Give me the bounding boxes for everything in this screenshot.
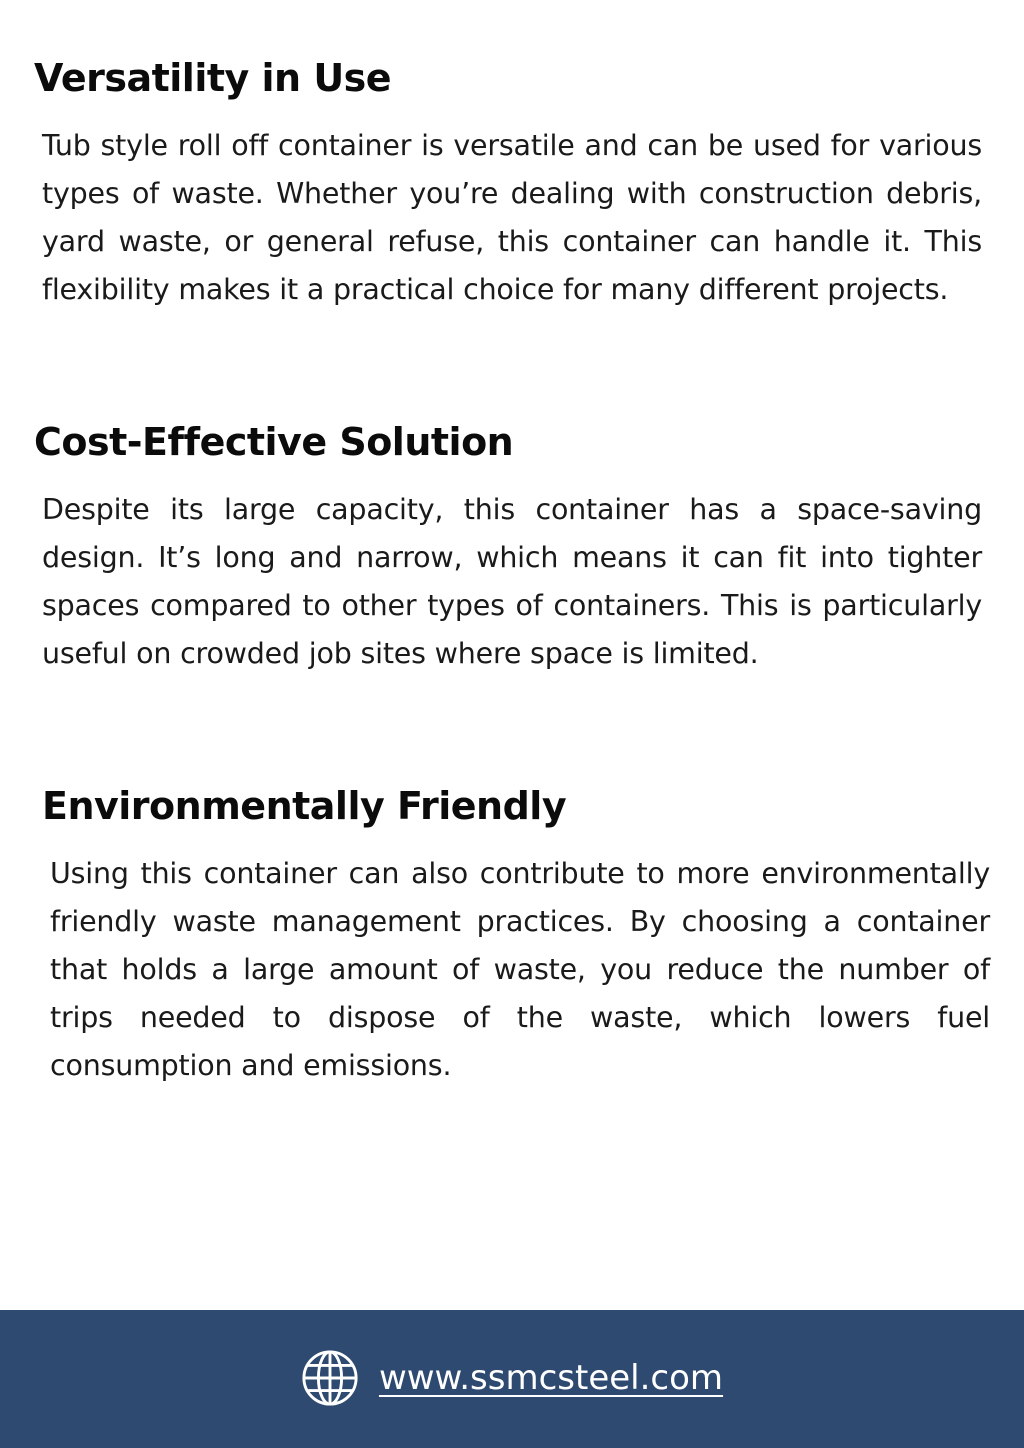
paragraph-cost-effective: Despite its large capacity, this container has a space-saving design. It’s long and narrow, which means it can fit into tighter spaces compared to other types of containers. This is particularly useful on crowded job sites where space is limited.: [42, 493, 982, 670]
heading-cost-effective: Cost-Effective Solution: [34, 420, 514, 464]
paragraph-versatility: Tub style roll off container is versatile and can be used for various types of waste. Whether you’re dealing with construction debris, yard waste, or general refuse, this container can handle it. This flexibility makes it a practical choice for many different projects.: [42, 129, 982, 306]
section-environmental: [42, 782, 990, 1090]
section-cost-effective: [34, 418, 982, 678]
section-versatility: [34, 54, 982, 314]
globe-icon: [301, 1349, 359, 1407]
footer-website: [301, 1349, 723, 1407]
heading-versatility: Versatility in Use: [34, 56, 392, 100]
website-link[interactable]: www.ssmcsteel.com: [378, 1358, 724, 1398]
footer-bar: [0, 1310, 1024, 1448]
heading-environmental: Environmentally Friendly: [42, 784, 567, 828]
paragraph-environmental: Using this container can also contribute to more environmentally friendly waste management practices. By choosing a container that holds a large amount of waste, you reduce the number of trips needed to dispose of the waste, which lowers fuel consumption and emissions.: [50, 857, 990, 1082]
